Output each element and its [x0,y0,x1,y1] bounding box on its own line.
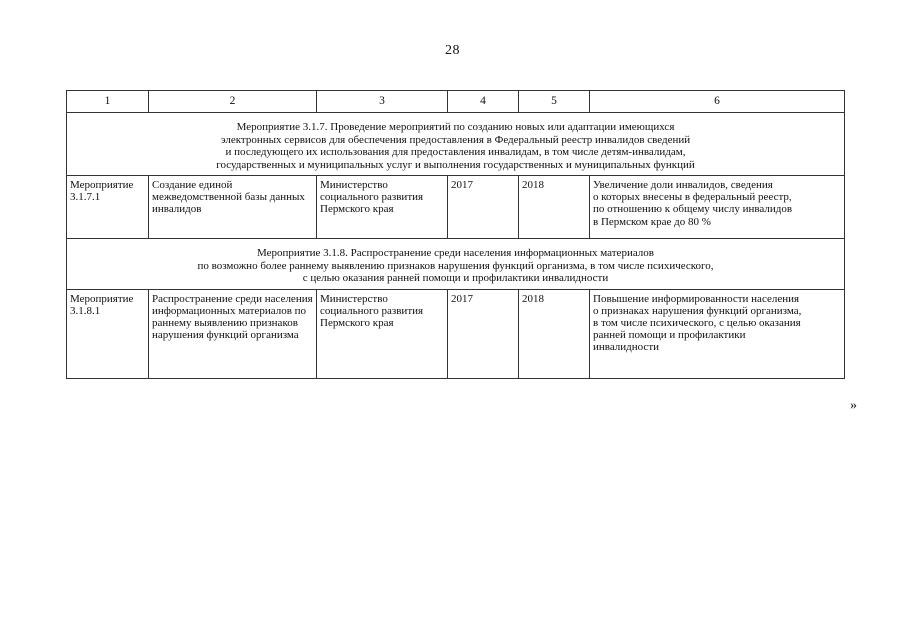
result-line: в том числе психического, с целью оказания [593,316,801,329]
header-cell-4: 4 [448,91,519,113]
start-year-cell: 2017 [448,176,519,239]
measure-name-cell: Распространение среди населения информационных материалов по раннему выявлению признаков нарушения функций организма [149,289,317,378]
measure-name-cell: Создание единой межведомственной базы данных инвалидов [149,176,317,239]
result-line: Повышение информированности населения [593,292,800,305]
executor-cell: Министерство социального развития Пермского края [317,176,448,239]
result-line: инвалидности [593,341,660,354]
section-title-3-1-8 [67,239,845,290]
measure-id-cell: Мероприятие 3.1.7.1 [67,176,149,239]
section-title-line: государственных и муниципальных услуг и выполнения государственных и муниципальных функций [216,158,695,171]
start-year-cell: 2017 [448,289,519,378]
result-line: ранней помощи и профилактики [593,329,746,342]
result-line: о признаках нарушения функций организма, [593,304,802,317]
header-cell-6: 6 [590,91,845,113]
table-row [67,176,845,239]
section-title-row [67,113,845,176]
header-cell-5: 5 [519,91,590,113]
result-line: о которых внесены в федеральный реестр, [593,191,792,204]
section-title-3-1-7 [67,113,845,176]
page-number: 28 [445,43,460,58]
measures-table [66,90,845,379]
table-row [67,289,845,378]
closing-quote: » [850,398,857,413]
section-title-line: и последующего их использования для предоставления инвалидам, в том числе детям-инвалидам, [225,146,686,158]
result-line: в Пермском крае до 80 % [593,215,711,228]
header-cell-2: 2 [149,91,317,113]
section-title-line: по возможно более раннему выявлению признаков нарушения функций организма, в том числе психического, [197,259,714,272]
header-cell-3: 3 [317,91,448,113]
section-title-row [67,239,845,290]
table-header-row [67,91,845,113]
result-cell [590,176,845,239]
section-title-line: Мероприятие 3.1.8. Распространение среди населения информационных материалов [257,247,654,259]
executor-cell: Министерство социального развития Пермского края [317,289,448,378]
measure-id-cell: Мероприятие 3.1.8.1 [67,289,149,378]
end-year-cell: 2018 [519,289,590,378]
section-title-line: с целью оказания ранней помощи и профилактики инвалидности [302,272,609,284]
section-title-line: электронных сервисов для обеспечения предоставления в Федеральный реестр инвалидов сведений [220,133,691,146]
section-title-line: Мероприятие 3.1.7. Проведение мероприятий по созданию новых или адаптации имеющихся [236,121,675,133]
result-cell [590,289,845,378]
result-line: по отношению к общему числу инвалидов [593,203,793,216]
result-line: Увеличение доли инвалидов, сведения [593,179,773,191]
header-cell-1: 1 [67,91,149,113]
end-year-cell: 2018 [519,176,590,239]
